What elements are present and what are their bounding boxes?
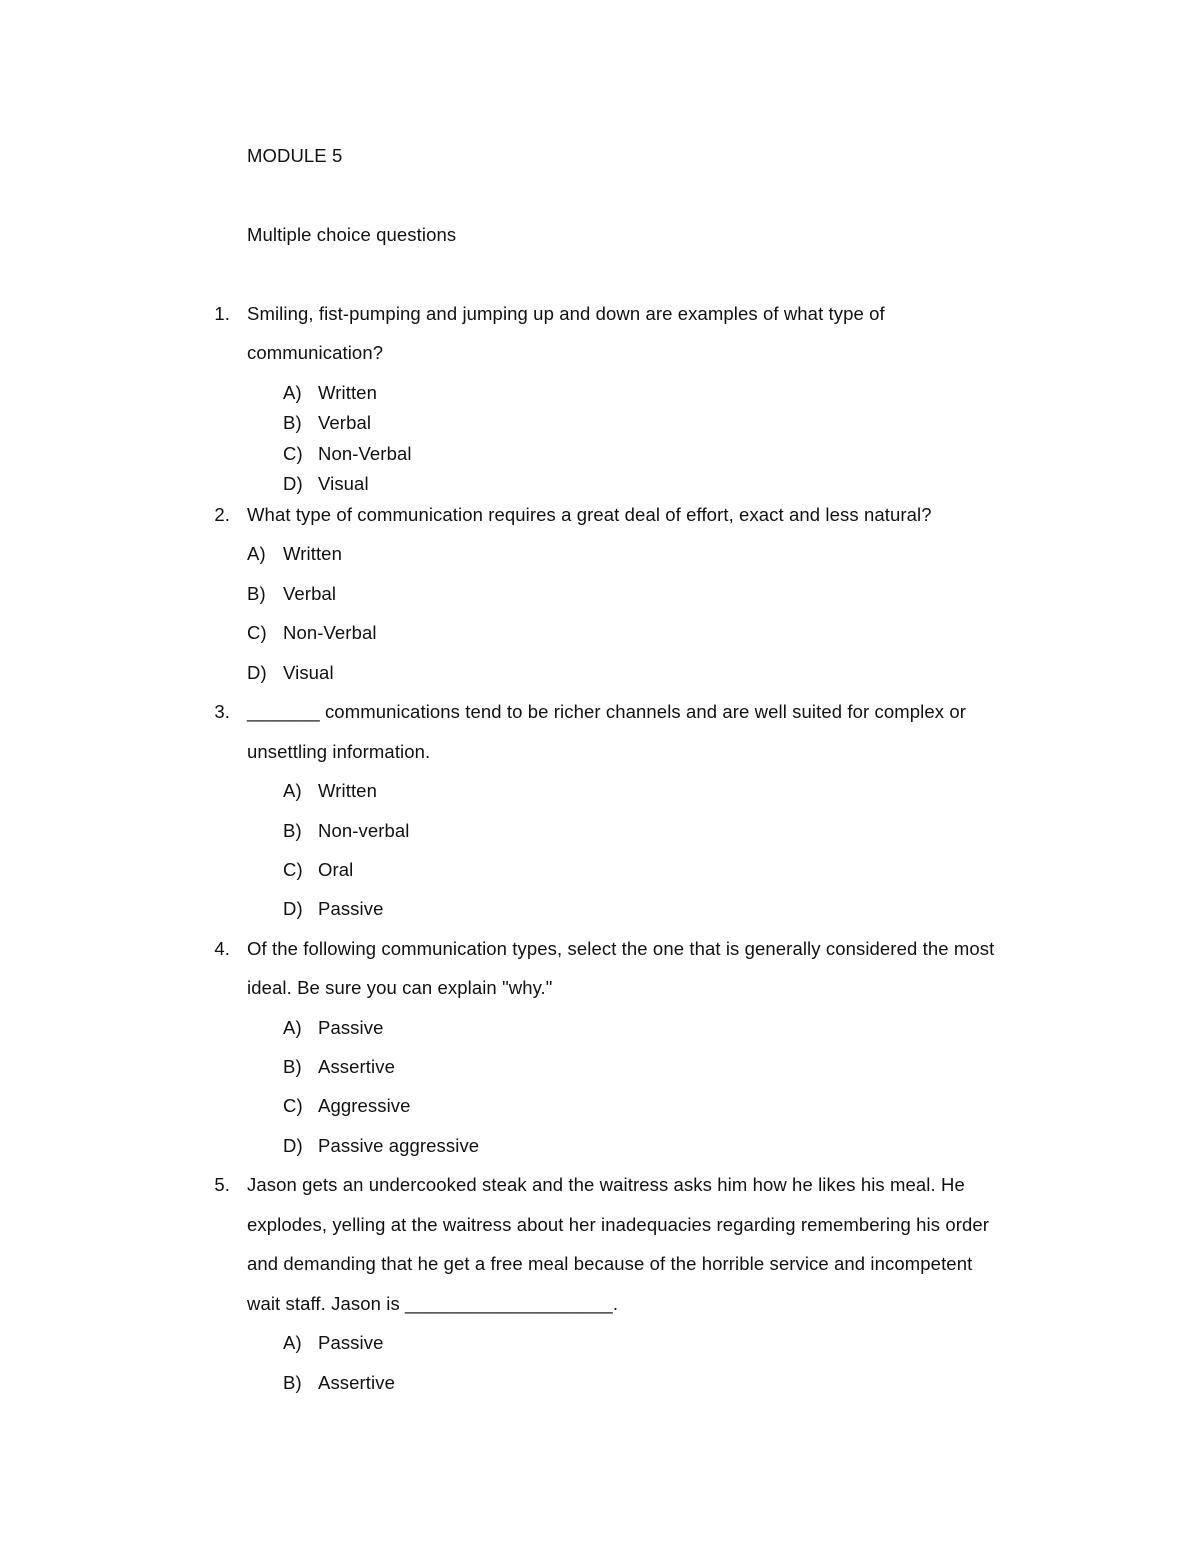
option-letter: C)	[283, 443, 303, 464]
option-letter: A)	[283, 382, 302, 403]
module-title: MODULE 5	[247, 145, 343, 166]
option-letter: B)	[283, 1372, 302, 1393]
option-text: Visual	[283, 662, 334, 683]
option-text: Aggressive	[318, 1095, 411, 1116]
option-letter: A)	[247, 543, 266, 564]
option-letter: C)	[283, 1095, 303, 1116]
option-letter: D)	[283, 1135, 303, 1156]
question-text-line: explodes, yelling at the waitress about her inadequacies regarding remembering his order	[247, 1214, 990, 1235]
option-letter: B)	[247, 583, 266, 604]
option-text: Passive aggressive	[318, 1135, 480, 1156]
option-letter: C)	[283, 859, 303, 880]
question-text-line: communication?	[247, 342, 384, 363]
option-letter: A)	[283, 780, 302, 801]
option-text: Passive	[318, 898, 384, 919]
option-text: Oral	[318, 859, 354, 880]
question-text-line: Jason gets an undercooked steak and the waitress asks him how he likes his meal. He	[247, 1174, 965, 1195]
option-text: Written	[318, 780, 377, 801]
question-number: 1.	[214, 303, 230, 324]
question-text-line: wait staff. Jason is ____________________.	[247, 1293, 619, 1314]
question-number: 3.	[214, 701, 230, 722]
option-letter: B)	[283, 820, 302, 841]
option-text: Non-Verbal	[318, 443, 412, 464]
question-text-line: Of the following communication types, select the one that is generally considered the most	[247, 938, 995, 959]
option-letter: C)	[247, 622, 267, 643]
question-text-line: and demanding that he get a free meal because of the horrible service and incompetent	[247, 1253, 973, 1274]
question-text-line: Smiling, fist-pumping and jumping up and down are examples of what type of	[247, 303, 885, 324]
question-text-line: unsettling information.	[247, 741, 431, 762]
option-letter: B)	[283, 412, 302, 433]
option-text: Passive	[318, 1017, 384, 1038]
option-text: Written	[318, 382, 377, 403]
option-letter: D)	[283, 473, 303, 494]
question-number: 5.	[214, 1174, 230, 1195]
option-text: Non-verbal	[318, 820, 410, 841]
option-text: Passive	[318, 1332, 384, 1353]
option-text: Assertive	[318, 1372, 395, 1393]
section-title: Multiple choice questions	[247, 224, 457, 245]
question-text-line: _______ communications tend to be richer channels and are well suited for complex or	[247, 701, 966, 722]
option-text: Non-Verbal	[283, 622, 377, 643]
option-letter: A)	[283, 1017, 302, 1038]
question-text-line: What type of communication requires a great deal of effort, exact and less natural?	[247, 504, 932, 525]
option-text: Verbal	[318, 412, 372, 433]
option-text: Verbal	[283, 583, 337, 604]
option-text: Assertive	[318, 1056, 395, 1077]
option-letter: B)	[283, 1056, 302, 1077]
question-text-line: ideal. Be sure you can explain "why."	[247, 977, 553, 998]
option-text: Visual	[318, 473, 369, 494]
question-number: 2.	[214, 504, 230, 525]
option-letter: D)	[247, 662, 267, 683]
option-letter: D)	[283, 898, 303, 919]
option-letter: A)	[283, 1332, 302, 1353]
option-text: Written	[283, 543, 342, 564]
question-number: 4.	[214, 938, 230, 959]
